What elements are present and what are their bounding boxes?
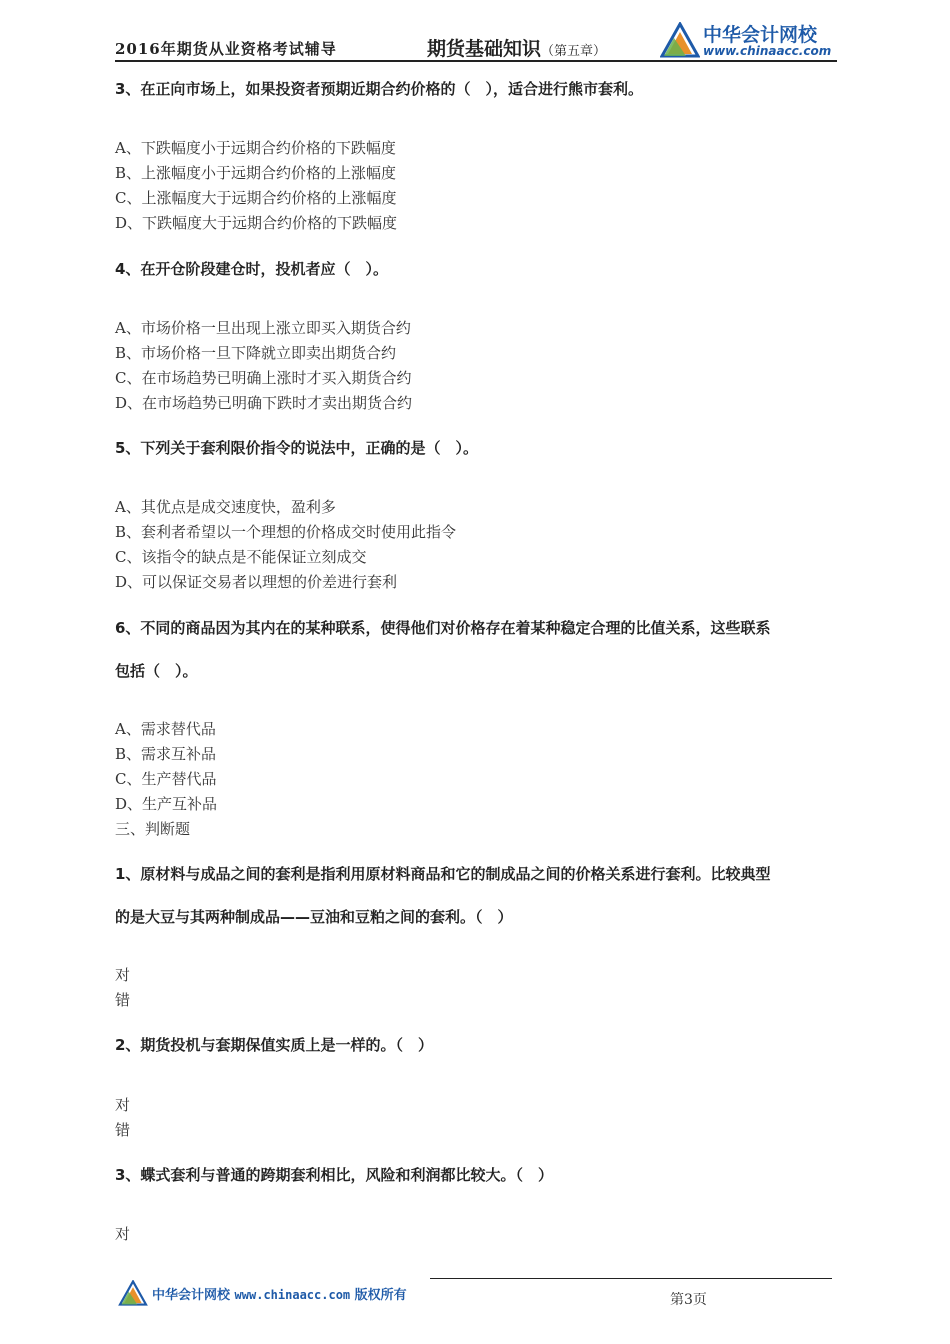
option-c: C、该指令的缺点是不能保证立刻成交 <box>115 548 367 566</box>
option-false: 错 <box>115 991 131 1009</box>
question-stem: 5、下列关于套利限价指令的说法中，正确的是（ ）。 <box>115 439 478 457</box>
section-title: 三、判断题 <box>115 820 191 838</box>
header-chapter: （第五章） <box>541 44 607 59</box>
option-b: B、需求互补品 <box>115 745 217 763</box>
judgment-stem: 3、蝶式套利与普通的跨期套利相比，风险和利润都比较大。（ ） <box>115 1166 553 1184</box>
footer-brand-line <box>152 1284 407 1303</box>
footer-brand: 中华会计网校 <box>152 1288 231 1303</box>
page-header <box>115 18 837 60</box>
option-a: A、市场价格一旦出现上涨立即买入期货合约 <box>115 319 411 337</box>
option-true: 对 <box>115 1225 131 1243</box>
judgment-stem: 2、期货投机与套期保值实质上是一样的。（ ） <box>115 1036 433 1054</box>
option-c: C、上涨幅度大于远期合约价格的上涨幅度 <box>115 189 397 207</box>
option-false: 错 <box>115 1121 131 1139</box>
option-b: B、市场价格一旦下降就立即卖出期货合约 <box>115 344 397 362</box>
option-a: A、其优点是成交速度快，盈利多 <box>115 498 336 516</box>
logo-text: 中华会计网校 <box>703 24 818 46</box>
option-d: D、可以保证交易者以理想的价差进行套利 <box>115 573 398 591</box>
option-d: D、在市场趋势已明确下跌时才卖出期货合约 <box>115 394 413 412</box>
header-subject-title <box>427 34 606 61</box>
page-number: 第3页 <box>670 1292 707 1308</box>
option-a: A、下跌幅度小于远期合约价格的下跌幅度 <box>115 139 396 157</box>
footer-url[interactable]: www.chinaacc.com <box>234 1288 351 1302</box>
question-stem: 3、在正向市场上，如果投资者预期近期合约价格的（ ），适合进行熊市套利。 <box>115 80 643 98</box>
footer-divider <box>430 1278 832 1279</box>
option-b: B、上涨幅度小于远期合约价格的上涨幅度 <box>115 164 397 182</box>
logo-triangle-icon <box>660 22 700 58</box>
logo-url: www.chinaacc.com <box>703 44 832 58</box>
question-stem-line1: 6、不同的商品因为其内在的某种联系，使得他们对价格存在着某种稳定合理的比值关系，这些联系 <box>115 619 771 637</box>
footer-rights: 版权所有 <box>354 1288 407 1303</box>
header-exam-title: 2016年期货从业资格考试辅导 <box>115 40 337 58</box>
header-divider <box>115 60 837 62</box>
option-true: 对 <box>115 1096 131 1114</box>
footer-logo-icon <box>118 1280 148 1306</box>
option-c: C、生产替代品 <box>115 770 217 788</box>
judgment-stem-line2: 的是大豆与其两种制成品——豆油和豆粕之间的套利。（ ） <box>115 908 513 926</box>
question-stem: 4、在开仓阶段建仓时，投机者应（ ）。 <box>115 260 388 278</box>
option-d: D、下跌幅度大于远期合约价格的下跌幅度 <box>115 214 398 232</box>
option-a: A、需求替代品 <box>115 720 216 738</box>
question-stem-line2: 包括（ ）。 <box>115 662 198 680</box>
option-b: B、套利者希望以一个理想的价格成交时使用此指令 <box>115 523 457 541</box>
header-subject: 期货基础知识 <box>427 38 542 60</box>
option-c: C、在市场趋势已明确上涨时才买入期货合约 <box>115 369 412 387</box>
header-logo <box>660 18 840 60</box>
judgment-stem-line1: 1、原材料与成品之间的套利是指利用原材料商品和它的制成品之间的价格关系进行套利。比较典型 <box>115 865 771 883</box>
option-d: D、生产互补品 <box>115 795 218 813</box>
option-true: 对 <box>115 966 131 984</box>
